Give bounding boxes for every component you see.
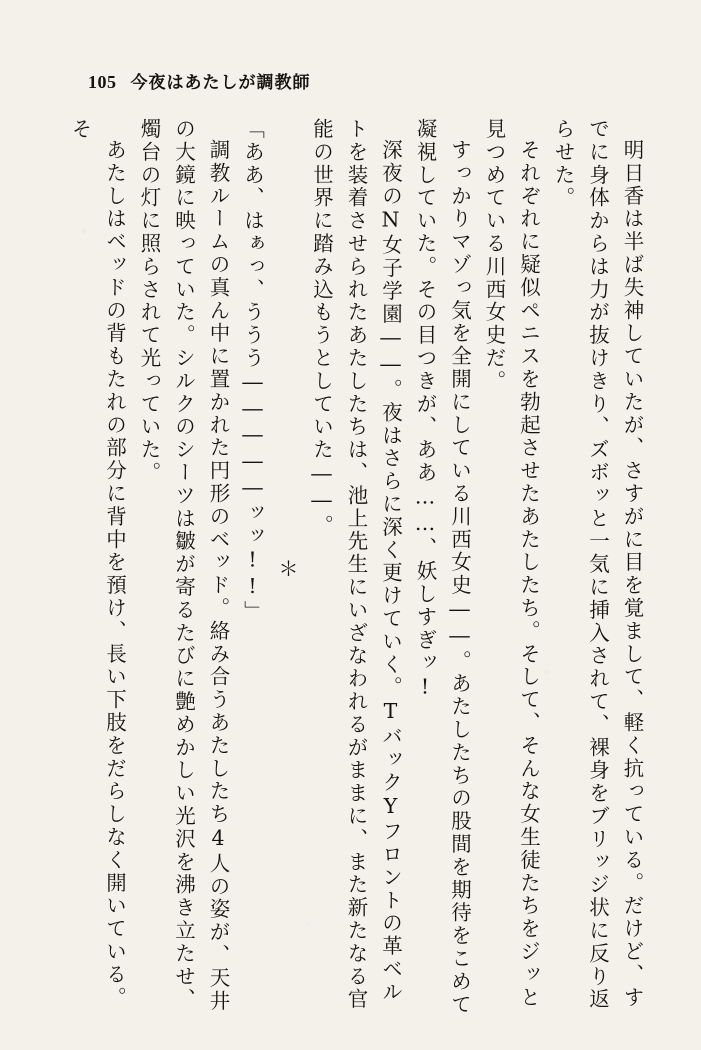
paragraph: それぞれに疑似ペニスを勃起させたあたしたち。そして、そんな女生徒たちをジッと見つめている川西女史だ。: [482, 118, 541, 1009]
paragraph-dialogue: 「ああ、はぁっ、ううう―――――ッッ!!」: [240, 118, 265, 624]
paragraph: 明日香は半ば失神していたが、さすがに目を覚まして、軽く抗っている。だけど、すでに身体からは力が抜けきり、ズボッと一気に挿入されて、裸身をブリッジ状に反り返らせた。: [551, 118, 644, 1012]
paragraph: すっかりマゾっ気を全開にしている川西女史――。あたしたちの股間を期待をこめて凝視していた。その目つきが、ああ……、妖しすぎッ!: [413, 118, 472, 1016]
vertical-text-body: [49, 118, 649, 1018]
section-separator: [270, 118, 305, 1018]
page-number: 105: [88, 72, 117, 92]
separator-glyph: ＊: [275, 558, 299, 578]
chapter-title: 今夜はあたしが調教師: [130, 73, 311, 93]
running-head: [88, 68, 311, 93]
paragraph: あたしはベッドの背もたれの部分に背中を預け、長い下肢をだらしなく開いている。そ: [68, 118, 127, 1009]
paragraph: 深夜のN女子学園――。夜はさらに深く更けていく。TバックYフロントの革ベルトを装着させられたあたしたちは、池上先生にいざなわれるがままに、また新たなる官能の世界に踏み込もうとしていた――。: [309, 118, 403, 1012]
paragraph: 調教ルームの真ん中に置かれた円形のベッド。絡み合うあたしたち4人の姿が、天井の大鏡に映っていた。シルクのシーツは皺が寄るたびに艶めかしい光沢を沸き立たせ、燭台の灯に照らされて光っていた。: [137, 118, 230, 1013]
